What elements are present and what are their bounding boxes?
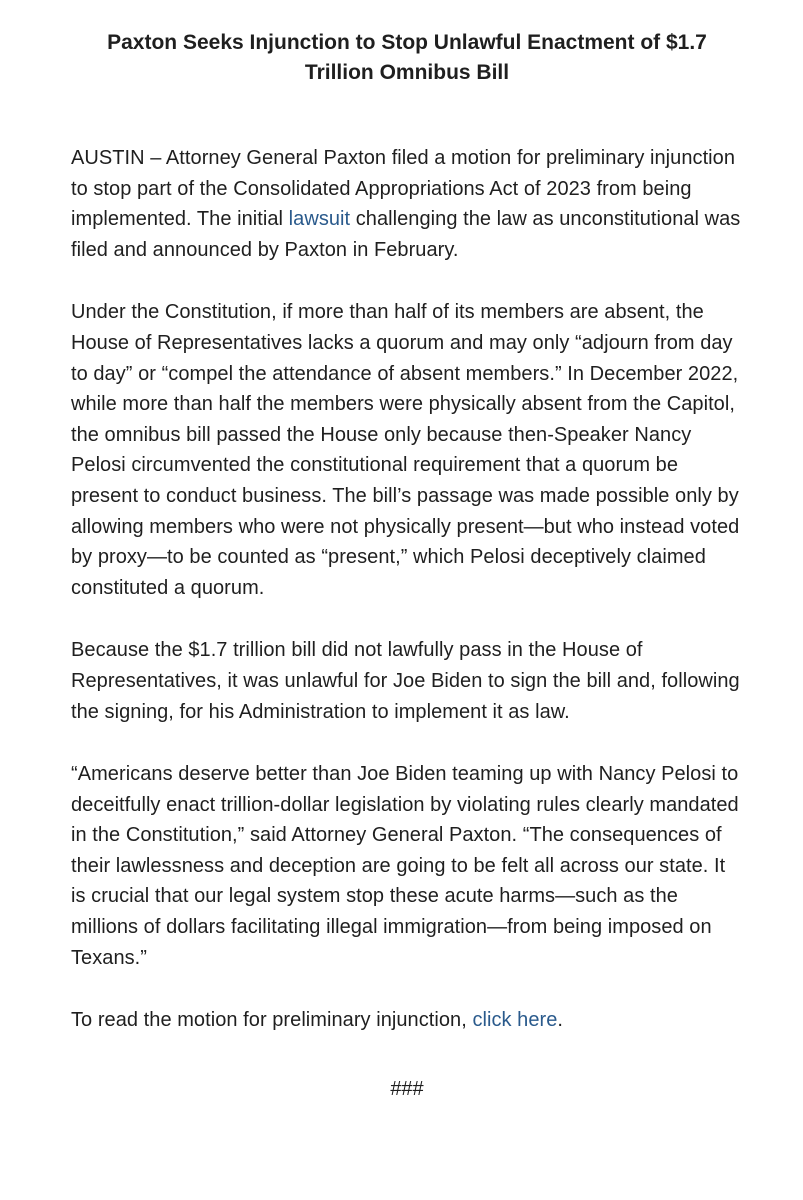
paragraph-intro-text-before: AUSTIN – Attorney General Paxton filed a motion for preliminary injunction to stop part of the Consolidated Appropriations Act of 2023 from being implemented. The initial [71, 147, 736, 231]
paragraph-constitution: Under the Constitution, if more than half of its members are absent, the House of Representatives lacks a quorum and may only “adjourn from day to day” or “compel the attendance of absent members.” In December 2022, while more than half the members were physically absent from the Capitol, the omnibus bill passed the House only because then-Speaker Nancy Pelosi circumvented the constitutional requirement that a quorum be present to conduct business. The bill’s passage was made possible only by allowing members who were not physically present—but who instead voted by proxy—to be counted as “present,” which Pelosi deceptively claimed constituted a quorum. [71, 301, 740, 599]
paragraph-read-motion-text-before: To read the motion for preliminary injunction, [71, 1009, 473, 1032]
paragraph-intro-text-after: challenging the law as unconstitutional was filed and announced by Paxton in February. [71, 208, 741, 261]
paragraph-intro [71, 143, 743, 265]
paragraph-quote: “Americans deserve better than Joe Biden teaming up with Nancy Pelosi to deceitfully enact trillion-dollar legislation by violating rules clearly mandated in the Constitution,” said Attorney General Paxton. “The consequences of their lawlessness and deception are going to be felt all across our state. It is crucial that our legal system stop these acute harms—such as the millions of dollars facilitating illegal immigration—from being imposed on Texans.” [71, 763, 739, 969]
paragraph-read-motion-text-after: . [557, 1009, 564, 1032]
end-mark: ### [390, 1077, 424, 1100]
paragraph-unlawful: Because the $1.7 trillion bill did not lawfully pass in the House of Representatives, it was unlawful for Joe Biden to sign the bill and, following the signing, for his Administration to implement it as law. [71, 639, 740, 723]
page-title: Paxton Seeks Injunction to Stop Unlawful Enactment of $1.7 Trillion Omnibus Bill [107, 31, 707, 84]
paragraph-read-motion [71, 1005, 743, 1036]
lawsuit-link[interactable]: lawsuit [288, 208, 351, 231]
click-here-link[interactable]: click here [472, 1009, 558, 1032]
